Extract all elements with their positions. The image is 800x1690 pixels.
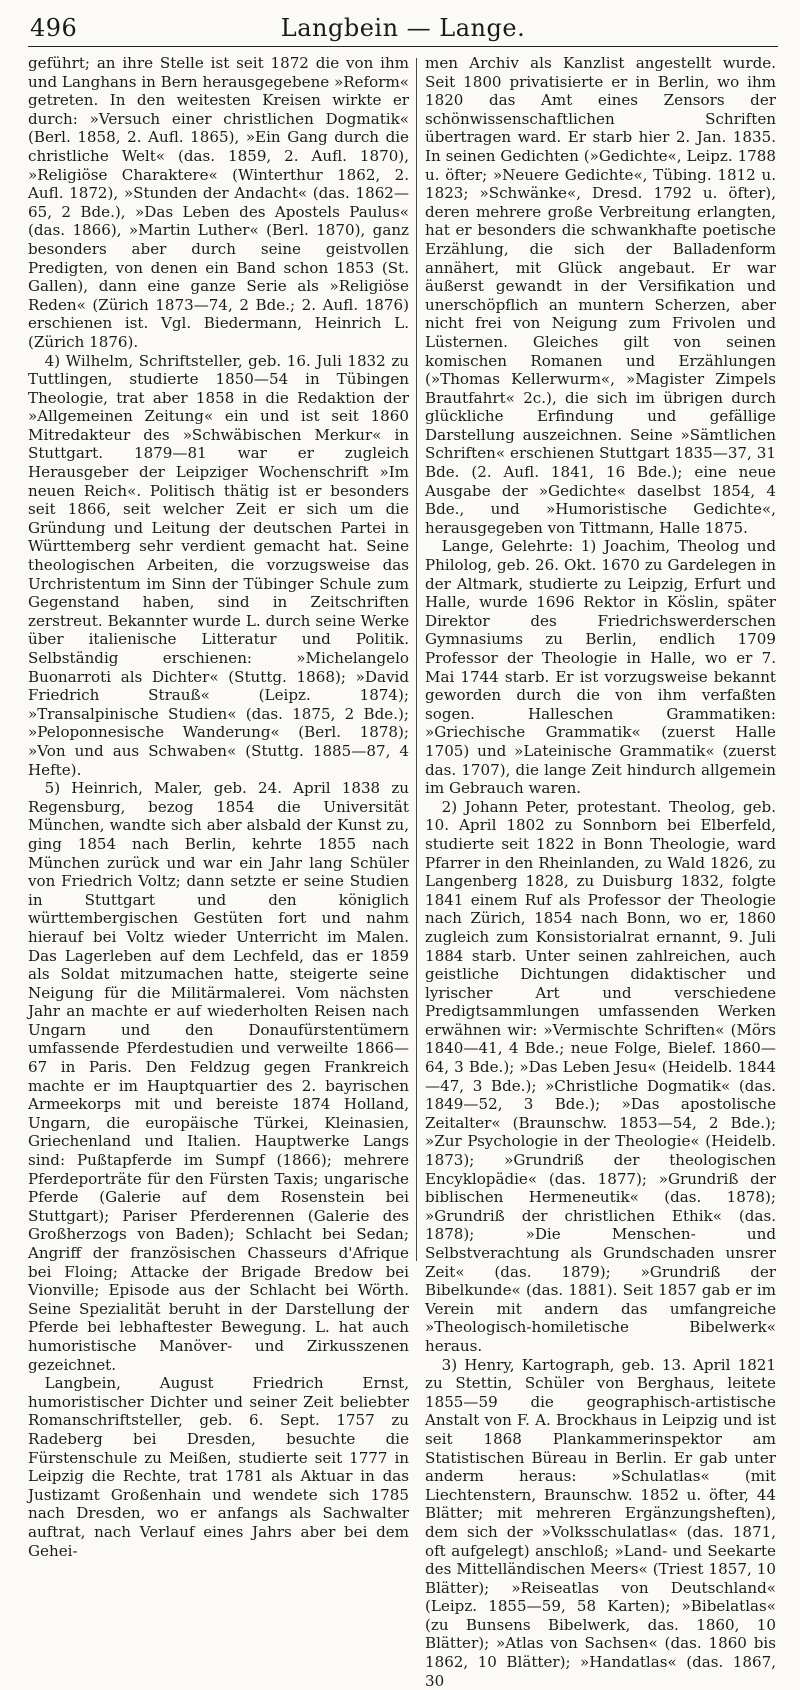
paragraph: Langbein, August Friedrich Ernst, humoristischer Dichter und seiner Zeit beliebter Romanschriftsteller, geb. 6. Sept. 1757 zu Radeberg bei Dresden, besuchte die Fürstenschule zu Meißen, studierte seit 1777 in Leipzig die Rechte, trat 1781 als Aktuar in das Justizamt Großenhain und wendete sich 1785 nach Dresden, wo er anfangs als Sachwalter auftrat, nach Verlauf eines Jahrs aber bei dem Gehei-: [28, 1374, 409, 1560]
paragraph: geführt; an ihre Stelle ist seit 1872 die von ihm und Langhans in Bern herausgegebene »Reform« getreten. In den weitesten Kreisen wirkte er durch: »Versuch einer christlichen Dogmatik« (Berl. 1858, 2. Aufl. 1865), »Ein Gang durch die christliche Welt« (das. 1859, 2. Aufl. 1870), »Religiöse Charaktere« (Winterthur 1862, 2. Aufl. 1872), »Stunden der Andacht« (das. 1862—65, 2 Bde.), »Das Leben des Apostels Paulus« (das. 1866), »Martin Luther« (Berl. 1870), ganz besonders aber durch seine geistvollen Predigten, von denen ein Band schon 1853 (St. Gallen), dann eine ganze Serie als »Religiöse Reden« (Zürich 1873—74, 2 Bde.; 2. Aufl. 1876) erschienen ist. Vgl. Biedermann, Heinrich L. (Zürich 1876).: [28, 54, 409, 351]
paragraph: 5) Heinrich, Maler, geb. 24. April 1838 zu Regensburg, bezog 1854 die Universität München, wandte sich aber alsbald der Kunst zu, ging 1854 nach Berlin, kehrte 1855 nach München zurück und war ein Jahr lang Schüler von Friedrich Voltz; dann setzte er seine Studien in Stuttgart und den königlich württembergischen Gestüten fort und nahm hierauf bei Voltz wieder Unterricht im Malen. Das Lagerleben auf dem Lechfeld, das er 1859 als Soldat mitzumachen hatte, steigerte seine Neigung für die Militärmalerei. Vom nächsten Jahr an machte er auf wiederholten Reisen nach Ungarn und den Donaufürstentümern umfassende Pferdestudien und verweilte 1866—67 in Paris. Den Feldzug gegen Frankreich machte er im Hauptquartier des 2. bayrischen Armeekorps mit und bereiste 1874 Holland, Ungarn, die europäische Türkei, Kleinasien, Griechenland und Italien. Hauptwerke Langs sind: Pußtapferde im Sumpf (1866); mehrere Pferdeporträte für den Fürsten Taxis; ungarische Pferde (Galerie auf dem Rosenstein bei Stuttgart); Pariser Pferderennen (Galerie des Großherzogs von Baden); Schlacht bei Sedan; Angriff der französischen Chasseurs d'Afrique bei Floing; Attacke der Brigade Bredow bei Vionville; Episode aus der Schlacht bei Wörth. Seine Spezialität beruht in der Darstellung der Pferde bei lebhaftester Bewegung. L. hat auch humoristische Manöver- und Zirkusszenen gezeichnet.: [28, 779, 409, 1374]
column-divider: [416, 58, 417, 1261]
page-header: [28, 6, 778, 47]
paragraph: 3) Henry, Kartograph, geb. 13. April 1821 zu Stettin, Schüler von Berghaus, leitete 1855—59 die geographisch-artistische Anstalt von F. A. Brockhaus in Leipzig und ist seit 1868 Plankammerinspektor am Statistischen Büreau in Berlin. Er gab unter anderm heraus: »Schulatlas« (mit Liechtenstern, Braunschw. 1852 u. öfter, 44 Blätter; mit mehreren Ergänzungsheften), dem sich der »Volksschulatlas« (das. 1871, oft aufgelegt) anschloß; »Land- und Seekarte des Mittelländischen Meers« (Triest 1857, 10 Blätter); »Reiseatlas von Deutschland« (Leipz. 1855—59, 58 Karten); »Bibelatlas« (zu Bunsens Bibelwerk, das. 1860, 10 Blätter); »Atlas von Sachsen« (das. 1860 bis 1862, 10 Blätter); »Handatlas« (das. 1867, 30: [425, 1355, 776, 1690]
right-column: [425, 54, 776, 1690]
paragraph: men Archiv als Kanzlist angestellt wurde. Seit 1800 privatisierte er in Berlin, wo ihm 1820 das Amt eines Zensors der schönwissenschaftlichen Schriften übertragen ward. Er starb hier 2. Jan. 1835. In seinen Gedichten (»Gedichte«, Leipz. 1788 u. öfter; »Neuere Gedichte«, Tübing. 1812 u. 1823; »Schwänke«, Dresd. 1792 u. öfter), deren mehrere große Verbreitung erlangten, hat er besonders die schwankhafte poetische Erzählung, die sich der Balladenform annähert, mit Glück angebaut. Er war äußerst gewandt in der Versifikation und unerschöpflich an muntern Scherzen, aber nicht frei von Neigung zum Frivolen und Lüsternen. Gleiches gilt von seinen komischen Romanen und Erzählungen (»Thomas Kellerwurm«, »Magister Zimpels Brautfahrt« 2c.), die sich im übrigen durch glückliche Erfindung und gefällige Darstellung auszeichnen. Seine »Sämtlichen Schriften« erschienen Stuttgart 1835—37, 31 Bde. (2. Aufl. 1841, 16 Bde.); eine neue Ausgabe der »Gedichte« daselbst 1854, 4 Bde., und »Humoristische Gedichte«, herausgegeben von Tittmann, Halle 1875.: [425, 54, 776, 537]
page-number: 496: [30, 14, 78, 42]
running-title: Langbein — Lange.: [280, 14, 526, 42]
paragraph: 4) Wilhelm, Schriftsteller, geb. 16. Juli 1832 zu Tuttlingen, studierte 1850—54 in Tübingen Theologie, trat aber 1858 in die Redaktion der »Allgemeinen Zeitung« ein und ist seit 1860 Mitredakteur des »Schwäbischen Merkur« in Stuttgart. 1879—81 war er zugleich Herausgeber der Leipziger Wochenschrift »Im neuen Reich«. Politisch thätig ist er besonders seit 1866, seit welcher Zeit er sich um die Gründung und Leitung der deutschen Partei in Württemberg sehr verdient gemacht hat. Seine theologischen Arbeiten, die vorzugsweise das Urchristentum im Sinn der Tübinger Schule zum Gegenstand haben, sind in Zeitschriften zerstreut. Bekannter wurde L. durch seine Werke über italienische Litteratur und Politik. Selbständig erschienen: »Michelangelo Buonarroti als Dichter« (Stuttg. 1868); »David Friedrich Strauß« (Leipz. 1874); »Transalpinische Studien« (das. 1875, 2 Bde.); »Peloponnesische Wanderung« (Berl. 1878); »Von und aus Schwaben« (Stuttg. 1885—87, 4 Hefte).: [28, 351, 409, 779]
paragraph: Lange, Gelehrte: 1) Joachim, Theolog und Philolog, geb. 26. Okt. 1670 zu Gardelegen in der Altmark, studierte zu Leipzig, Erfurt und Halle, wurde 1696 Rektor in Köslin, später Direktor des Friedrichswerderschen Gymnasiums zu Berlin, endlich 1709 Professor der Theologie in Halle, wo er 7. Mai 1744 starb. Er ist vorzugsweise bekannt geworden durch die von ihm verfaßten sogen. Halleschen Grammatiken: »Griechische Grammatik« (zuerst Halle 1705) und »Lateinische Grammatik« (zuerst das. 1707), die lange Zeit hindurch allgemein im Gebrauch waren.: [425, 537, 776, 798]
left-column: [28, 54, 409, 1560]
paragraph: 2) Johann Peter, protestant. Theolog, geb. 10. April 1802 zu Sonnborn bei Elberfeld, studierte seit 1822 in Bonn Theologie, ward Pfarrer in den Rheinlanden, zu Wald 1826, zu Langenberg 1828, zu Duisburg 1832, folgte 1841 einem Ruf als Professor der Theologie nach Zürich, 1854 nach Bonn, wo er, 1860 zugleich zum Konsistorialrat ernannt, 9. Juli 1884 starb. Unter seinen zahlreichen, auch geistliche Dichtungen didaktischer und lyrischer Art und verschiedene Predigtsammlungen umfassenden Werken erwähnen wir: »Vermischte Schriften« (Mörs 1840—41, 4 Bde.; neue Folge, Bielef. 1860—64, 3 Bde.); »Das Leben Jesu« (Heidelb. 1844—47, 3 Bde.); »Christliche Dogmatik« (das. 1849—52, 3 Bde.); »Das apostolische Zeitalter« (Braunschw. 1853—54, 2 Bde.); »Zur Psychologie in der Theologie« (Heidelb. 1873); »Grundriß der theologischen Encyklopädie« (das. 1877); »Grundriß der biblischen Hermeneutik« (das. 1878); »Grundriß der christlichen Ethik« (das. 1878); »Die Menschen- und Selbstverachtung als Grundschaden unsrer Zeit« (das. 1879); »Grundriß der Bibelkunde« (das. 1881). Seit 1857 gab er im Verein mit andern das umfangreiche »Theologisch-homiletische Bibelwerk« heraus.: [425, 797, 776, 1355]
